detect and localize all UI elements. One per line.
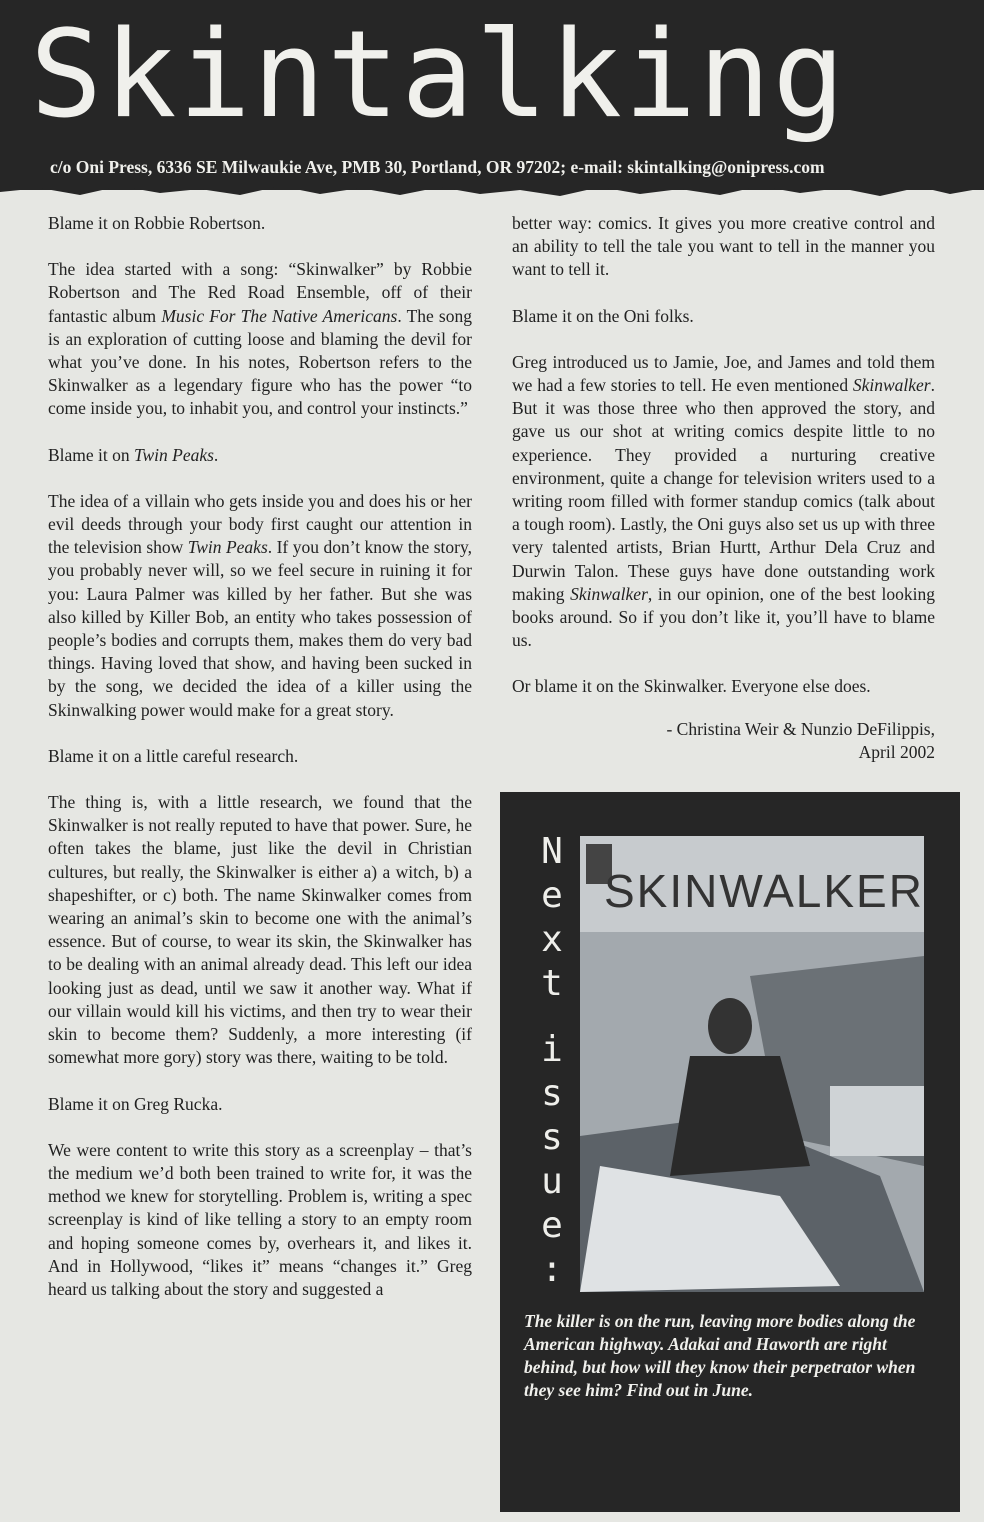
label-letter: e xyxy=(541,1205,563,1246)
paragraph: Blame it on Greg Rucka. xyxy=(48,1093,223,1114)
paragraph: Blame it on Robbie Robertson. xyxy=(48,213,266,233)
paragraph: The idea of a villain who gets inside you and does his or her evil deeds through your body first caught our attention in the television show Twin Peaks. If you don’t know the story, you probably never will, so we feel secure in ruining it for you: Laura Palmer was killed by her father. But she was also killed by Killer Bob, an entity who takes possession of people’s bodies and corrupts them, makes them do very bad things. Having loved that show, and having been sucked in by the song, we decided the idea of a killer using the Skinwalking power would make for a great story. xyxy=(48,490,472,720)
label-letter: e xyxy=(541,875,563,916)
paragraph: better way: comics. It gives you more creative control and an ability to tell the tale you want to tell in the manner you want to tell it. xyxy=(512,213,935,280)
label-letter: i xyxy=(541,1029,563,1070)
paragraph: We were content to write this story as a screenplay – that’s the medium we’d both been trained to write for, it was the method we knew for storytelling. Problem is, writing a spec screenplay is kind of like telling a story to an empty room and hoping someone comes by, overhears it, and likes it. And in Hollywood, “likes it” means “changes it.” Greg heard us talking about the story and suggested a xyxy=(48,1139,472,1299)
next-issue-cover xyxy=(580,836,924,1292)
paragraph: Blame it on a little careful research. xyxy=(48,745,299,766)
masthead-address: c/o Oni Press, 6336 SE Milwaukie Ave, PMB 30, Portland, OR 97202; e-mail: skintalking@onipress.com xyxy=(50,157,825,177)
cover-title: SKINWALKER xyxy=(604,865,924,917)
label-letter: N xyxy=(541,831,563,872)
label-letter: s xyxy=(541,1117,563,1158)
right-column xyxy=(512,212,935,764)
label-letter: s xyxy=(541,1073,563,1114)
label-letter: u xyxy=(541,1161,563,1202)
label-letter: t xyxy=(541,963,563,1004)
paragraph: Blame it on Twin Peaks. xyxy=(48,444,219,465)
masthead-torn-edge xyxy=(0,182,984,202)
signature-name: - Christina Weir & Nunzio DeFilippis, xyxy=(666,718,935,739)
paragraph: The thing is, with a little research, we found that the Skinwalker is not really reputed to have that power. Sure, he often takes the blame, just like the devil in Christian cultures, but really, the Skinwalker is either a) a witch, b) a shapeshifter, or c) both. The name Skinwalker comes from wearing an animal’s skin to become one with the animal’s essence. But of course, to wear its skin, the Skinwalker has to be dealing with an animal already dead. This left our idea looking just as dead, until we saw it another way. What if our villain would kill his victims, and then try to wear their skin to become them? Suddenly, a more interesting (if somewhat more gory) story was there, waiting to be told. xyxy=(48,792,472,1068)
left-column xyxy=(48,212,472,1324)
masthead-title: Skintalking xyxy=(30,6,847,145)
next-issue-caption: The killer is on the run, leaving more bodies along the American highway. Adakai and Haworth are right behind, but how will they know their perpetrator when they see him? Find out in June. xyxy=(524,1311,916,1400)
label-letter: : xyxy=(541,1249,563,1290)
label-letter: x xyxy=(541,919,563,960)
paragraph: Or blame it on the Skinwalker. Everyone else does. xyxy=(512,676,871,697)
next-issue-vertical-label xyxy=(532,830,572,1292)
paragraph: Greg introduced us to Jamie, Joe, and James and told them we had a few stories to tell. He even mentioned Skinwalker. But it was those three who then approved the story, and gave us our shot at writing comics despite little to no experience. They provided a nurturing creative environment, quite a change for television writers used to a writing room filled with former standup comics (talk about a tough room). Lastly, the Oni guys also set us up with three very talented artists, Brian Hurtt, Arthur Dela Cruz and Durwin Talon. These guys have done outstanding work making Skinwalker, in our opinion, one of the best looking books around. So if you don’t like it, you’ll have to blame us. xyxy=(512,351,935,651)
masthead xyxy=(0,0,984,190)
signature-date: April 2002 xyxy=(858,741,935,762)
paragraph: Blame it on the Oni folks. xyxy=(512,305,694,326)
paragraph: The idea started with a song: “Skinwalker” by Robbie Robertson and The Red Road Ensemble, off of their fantastic album Music For The Native Americans. The song is an exploration of cutting loose and blaming the devil for what you’ve done. In his notes, Robertson refers to the Skinwalker as a legendary figure who has the power “to come inside you, to inhabit you, and control your instincts.” xyxy=(48,259,472,419)
signature xyxy=(512,718,935,764)
